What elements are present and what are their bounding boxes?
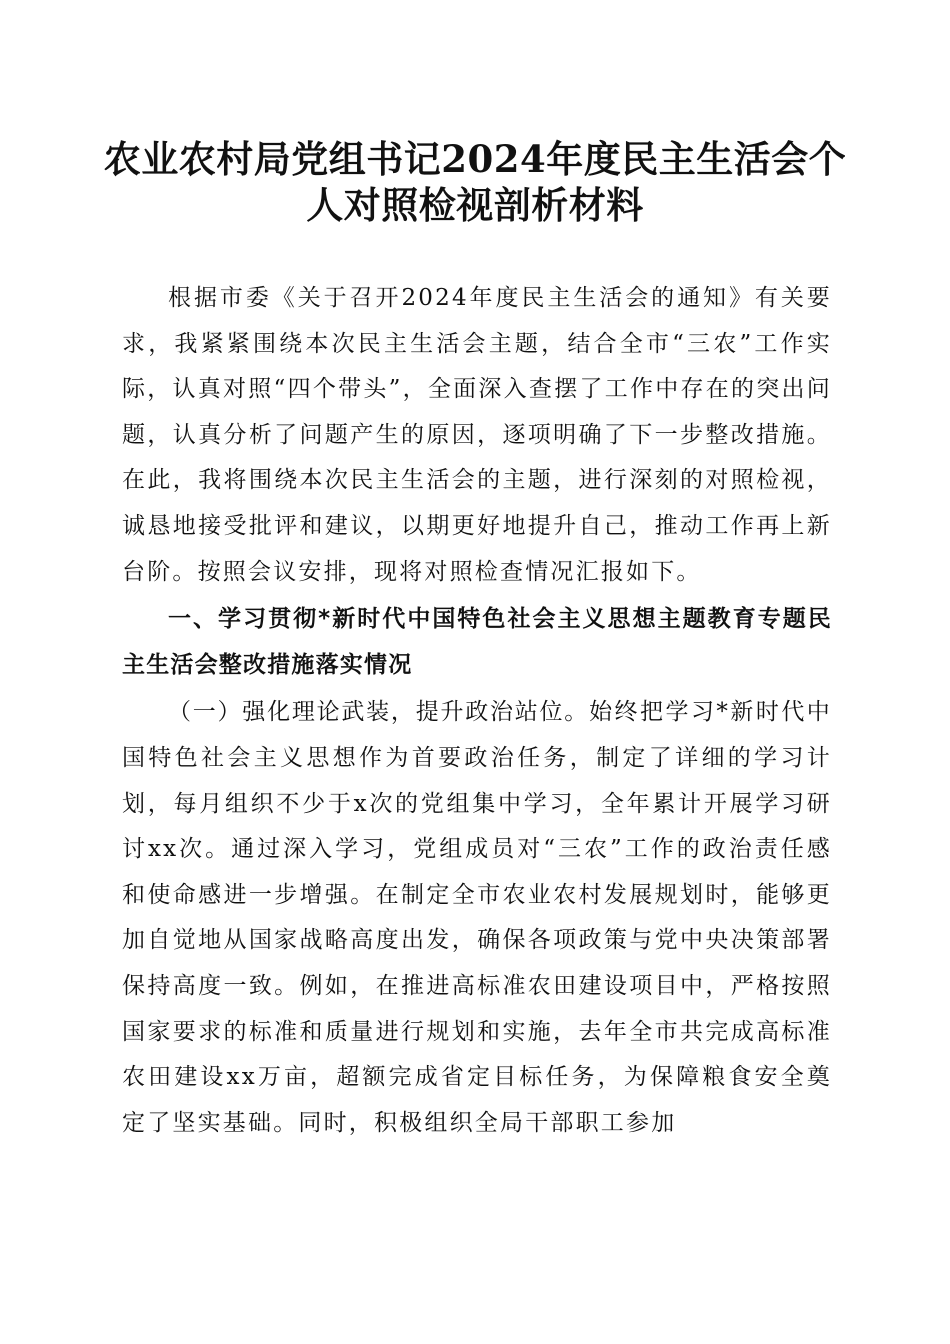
- subsection-lead-1: （一）强化理论武装，提升政治站位。: [168, 699, 590, 726]
- document-title: [100, 136, 850, 228]
- subsection-body-1: 始终把学习*新时代中国特色社会主义思想作为首要政治任务，制定了详细的学习计划，每月组织不少于x次的党组集中学习，全年累计开展学习研讨xx次。通过深入学习，党组成员对“三农”工作的政治责任感和使命感进一步增强。在制定全市农业农村发展规划时，能够更加自觉地从国家战略高度出发，确保各项政策与党中央决策部署保持高度一致。例如，在推进高标准农田建设项目中，严格按照国家要求的标准和质量进行规划和实施，去年全市共完成高标准农田建设xx万亩，超额完成省定目标任务，为保障粮食安全奠定了坚实基础。同时，积极组织全局干部职工参加: [122, 699, 833, 1136]
- subsection-paragraph-1: [122, 690, 832, 1146]
- section-heading-1: 一、学习贯彻*新时代中国特色社会主义思想主题教育专题民主生活会整改措施落实情况: [122, 606, 832, 678]
- intro-paragraph: 根据市委《关于召开2024年度民主生活会的通知》有关要求，我紧紧围绕本次民主生活会主题，结合全市“三农”工作实际，认真对照“四个带头”，全面深入查摆了工作中存在的突出问题，认真分析了问题产生的原因，逐项明确了下一步整改措施。在此，我将围绕本次民主生活会的主题，进行深刻的对照检视，诚恳地接受批评和建议，以期更好地提升自己，推动工作再上新台阶。按照会议安排，现将对照检查情况汇报如下。: [122, 285, 832, 585]
- title-line-1: 农业农村局党组书记2024年度民主生活会个: [103, 137, 847, 181]
- document-body: [122, 276, 832, 1146]
- title-line-2: 人对照检视剖析材料: [306, 183, 644, 227]
